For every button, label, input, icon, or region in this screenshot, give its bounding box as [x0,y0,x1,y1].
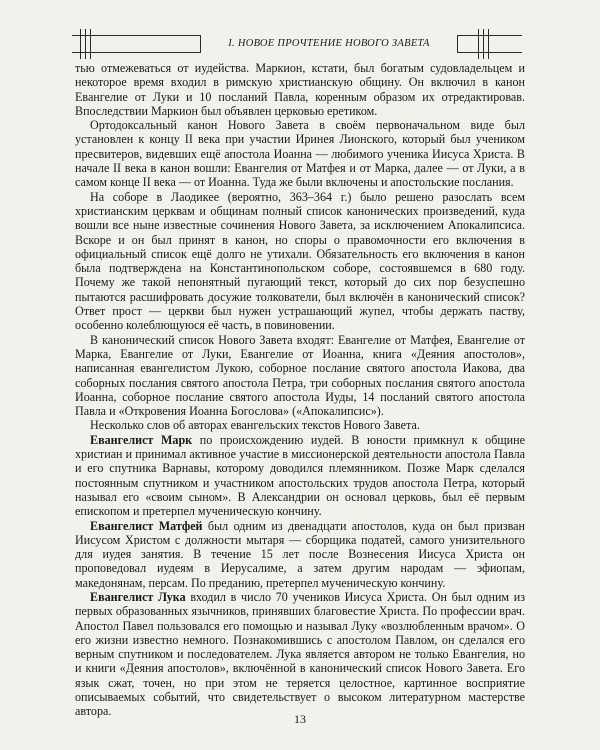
running-header [72,35,522,53]
page-body [75,61,525,719]
paragraph-text: по происхождению иудей. В юности примкнул к общине христиан и принимал активное участие в миссионерской деятельности апостола Павла и его спутника Варнавы, которому доводился племянником. Позже Марк сделался постоянным спутником и участником апостольских трудов апостола Петра, который называл его «своим сыном». В Александрии он основал церковь, был её первым епископом и претерпел мученическую кончину. [75,432,525,519]
paragraph: Несколько слов об авторах евангельских текстов Нового Завета. [90,418,420,433]
page-number: 13 [294,712,306,726]
header-ornament-bar [488,29,489,59]
paragraph: Ортодоксальный канон Нового Завета в своём первоначальном виде был установлен к концу II века при участии Иринея Лионского, который был учеником пресвитеров, видевших ещё апостола Иоанна — любимого ученика Иисуса Христа. В начале II века в канон вошли: Евангелия от Матфея и от Марка, далее — от Луки, а в самом конце II века — от Иоанна. Туда же были включены и апостольские послания. [75,118,525,190]
chapter-title: I. НОВОЕ ПРОЧТЕНИЕ НОВОГО ЗАВЕТА [200,35,458,53]
header-ornament-bar [90,29,91,59]
evangelist-name: Евангелист Матфей [90,518,203,533]
paragraph-text: был одним из двенадцати апостолов, куда он был призван Иисусом Христом с должности мытаря — сборщика податей, самого унизительного для иудея занятия. В течение 15 лет после Вознесения Иисуса Христа он проповедовал иудеям в Иерусалиме, а затем другим народам — эфиопам, македонянам, персам. По преданию, претерпел мученическую кончину. [75,518,525,590]
paragraph: На соборе в Лаодикее (вероятно, 363–364 г.) было решено разослать всем христианским церквам и общинам полный список канонических произведений, куда вошли все ныне известные сочинения Нового Завета, за исключением Апокалипсиса. Вскоре и он был принят в канон, но споры о правомочности его включения в официальный список ещё долго не утихали. Обязательность его включения в канон была подтверждена на Константинопольском соборе, состоявшемся в 680 году. Почему же такой непонятный пугающий текст, который до сих пор безуспешно пытаются расшифровать досужие толкователи, был включён в канонический список? Ответ прост — церкви был нужен устрашающий жупел, чтобы держать паству, особенно колеблющуюся её часть, в повиновении. [75,189,525,333]
evangelist-name: Евангелист Лука [90,589,186,604]
evangelist-name: Евангелист Марк [90,432,193,447]
paragraph: В канонический список Нового Завета входят: Евангелие от Матфея, Евангелие от Марка, Евангелие от Луки, Евангелие от Иоанна, книга «Деяния апостолов», написанная евангелистом Лукою, соборное послание святого апостола Иакова, два соборных послания святого апостола Петра, три соборных послания святого апостола Иоанна, соборное послание святого апостола Иуды, 14 посланий святого апостола Павла и «Откровения Иоанна Богослова» («Апокалипсис»). [75,332,525,419]
header-ornament-bar [483,29,484,59]
paragraph-luke [75,590,525,719]
paragraph-text: входил в число 70 учеников Иисуса Христа. Он был одним из первых образованных язычников, принявших благовестие Христа. По профессии врач. Апостол Павел пользовался его помощью и называл Луку «возлюбленным врачом». О его жизни известно немного. Познакомившись с апостолом Павлом, он сделался его верным спутником и последователем. Лука является автором не только Евангелия, но и книги «Деяния апостолов», включённой в канонический список Нового Завета. Его язык сжат, точен, но при этом не теряется целостное, картинное восприятие описываемых событий, что свидетельствует о высоком литературном мастерстве автора. [75,589,525,719]
paragraph-mark [75,433,525,519]
paragraph: тью отмежеваться от иудейства. Маркион, кстати, был богатым судовладельцем и некоторое время входил в римскую христианскую общину. Он включил в канон Евангелие от Луки и 10 посланий Павла, коренным образом их отредактировав. Впоследствии Маркион был объявлен церковью еретиком. [75,61,525,118]
header-ornament-bar [80,29,81,59]
header-ornament-bar [85,29,86,59]
header-ornament-bar [478,29,479,59]
paragraph-matthew [75,519,525,590]
